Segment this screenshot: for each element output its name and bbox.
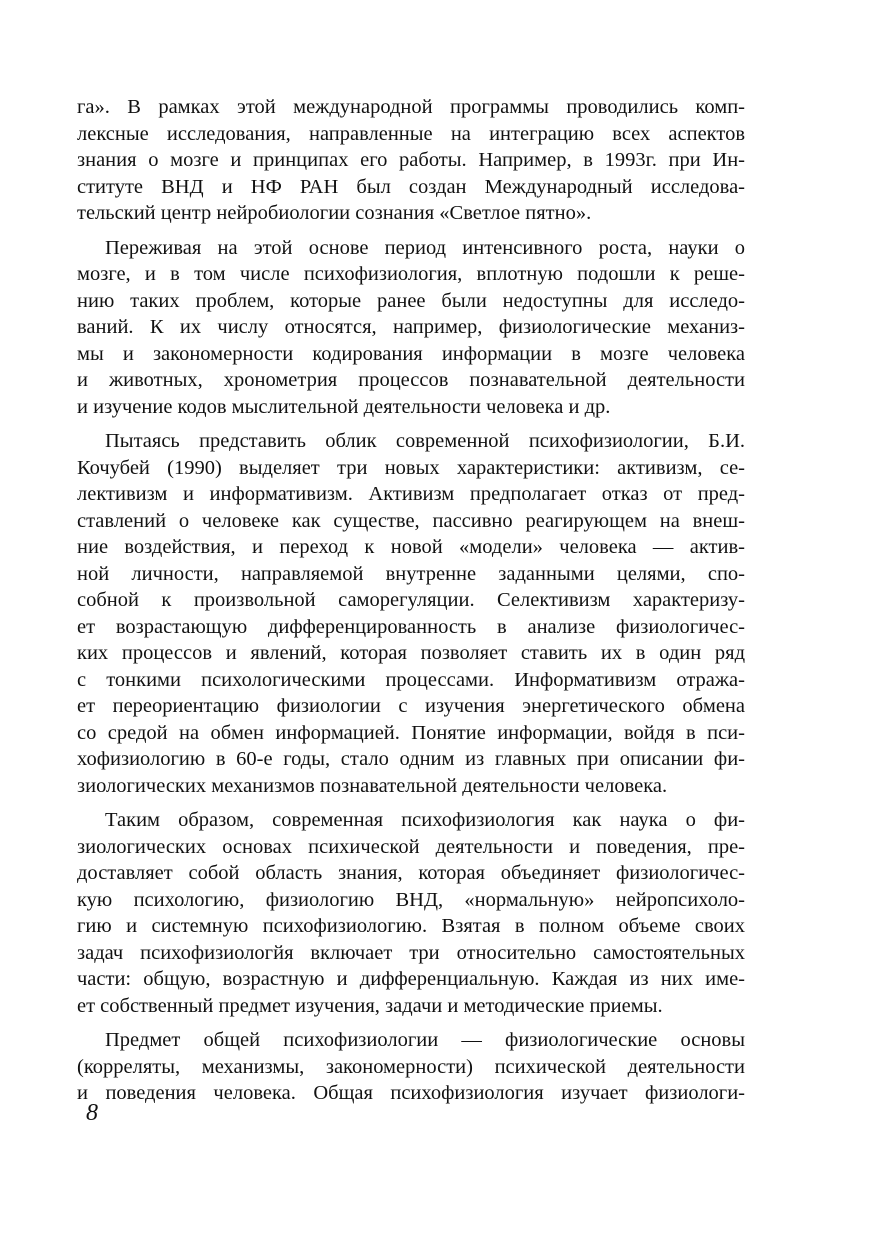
text-line: тельский центр нейробиологии сознания «Светлое пятно». bbox=[77, 202, 592, 224]
text-line: хофизиологию в 60-е годы, стало одним из главных при описании фи- bbox=[77, 748, 745, 770]
text-line: Пытаясь представить облик современной психофизиологии, Б.И. bbox=[105, 430, 745, 452]
text-line: зиологических механизмов познавательной деятельности человека. bbox=[77, 774, 668, 797]
text-line: знания о мозге и принципах его работы. Например, в 1993г. при Ин- bbox=[77, 149, 745, 171]
paragraph bbox=[77, 94, 745, 227]
text-line: части: общую, возрастную и дифференциальную. Каждая из них име- bbox=[77, 968, 745, 990]
text-line: ституте ВНД и НФ РАН был создан Международный исследова- bbox=[77, 175, 745, 198]
text-line: нию таких проблем, которые ранее были недоступны для исследо- bbox=[77, 289, 745, 312]
text-line: ние воздействия, и переход к новой «модели» человека — актив- bbox=[77, 536, 745, 558]
text-line: га». В рамках этой международной программы проводились комп- bbox=[77, 96, 745, 118]
text-line: и животных, хронометрия процессов познавательной деятельности bbox=[77, 369, 745, 391]
text-line: со средой на обмен информацией. Понятие информации, войдя в пси- bbox=[77, 721, 745, 744]
text-line: кую психологию, физиологию ВНД, «нормальную» нейропсихоло- bbox=[77, 888, 745, 911]
text-line: и изучение кодов мыслительной деятельности человека и др. bbox=[77, 395, 611, 418]
text-line: ставлений о человеке как существе, пассивно реагирующем на внеш- bbox=[77, 509, 745, 532]
text-line: ких процессов и явлений, которая позволяет ставить их в один ряд bbox=[77, 642, 745, 664]
text-line: Таким образом, современная психофизиология как наука о фи- bbox=[105, 809, 745, 831]
text-line: Переживая на этой основе период интенсивного роста, науки о bbox=[105, 236, 745, 259]
text-line: с тонкими психологическими процессами. Информативизм отража- bbox=[77, 668, 745, 691]
text-line: задач психофизиологйя включает три относительно самостоятельных bbox=[77, 941, 745, 964]
page-number: 8 bbox=[86, 1100, 98, 1126]
paragraph bbox=[77, 428, 745, 799]
text-line: лективизм и информативизм. Активизм предполагает отказ от пред- bbox=[77, 483, 745, 505]
text-line: мы и закономерности кодирования информации в мозге человека bbox=[77, 342, 745, 365]
text-line: Предмет общей психофизиологии — физиологические основы bbox=[105, 1029, 745, 1051]
text-line: ет переориентацию физиологии с изучения энергетического обмена bbox=[77, 695, 745, 717]
text-line: гию и системную психофизиологию. Взятая в полном объеме своих bbox=[77, 915, 745, 937]
text-line: собной к произвольной саморегуляции. Селективизм характеризу- bbox=[77, 589, 745, 611]
text-line: Кочубей (1990) выделяет три новых характеристики: активизм, се- bbox=[77, 456, 745, 479]
text-line: и поведения человека. Общая психофизиология изучает физиологи- bbox=[77, 1082, 745, 1104]
text-line: (корреляты, механизмы, закономерности) психической деятельности bbox=[77, 1055, 745, 1078]
text-line: мозге, и в том числе психофизиология, вплотную подошли к реше- bbox=[77, 263, 745, 285]
text-line: лексные исследования, направленные на интеграцию всех аспектов bbox=[77, 122, 745, 145]
paragraph bbox=[77, 1027, 745, 1107]
text-line: зиологических основах психической деятельности и поведения, пре- bbox=[77, 835, 745, 858]
body-text bbox=[77, 94, 745, 1115]
text-line: доставляет собой область знания, которая объединяет физиологичес- bbox=[77, 862, 745, 884]
text-line: ваний. К их числу относятся, например, физиологические механиз- bbox=[77, 316, 745, 338]
text-line: ет собственный предмет изучения, задачи и методические приемы. bbox=[77, 994, 663, 1017]
paragraph bbox=[77, 235, 745, 421]
text-line: ной личности, направляемой внутренне заданными целями, спо- bbox=[77, 562, 745, 585]
paragraph bbox=[77, 807, 745, 1019]
text-line: ет возрастающую дифференцированность в анализе физиологичес- bbox=[77, 615, 745, 638]
